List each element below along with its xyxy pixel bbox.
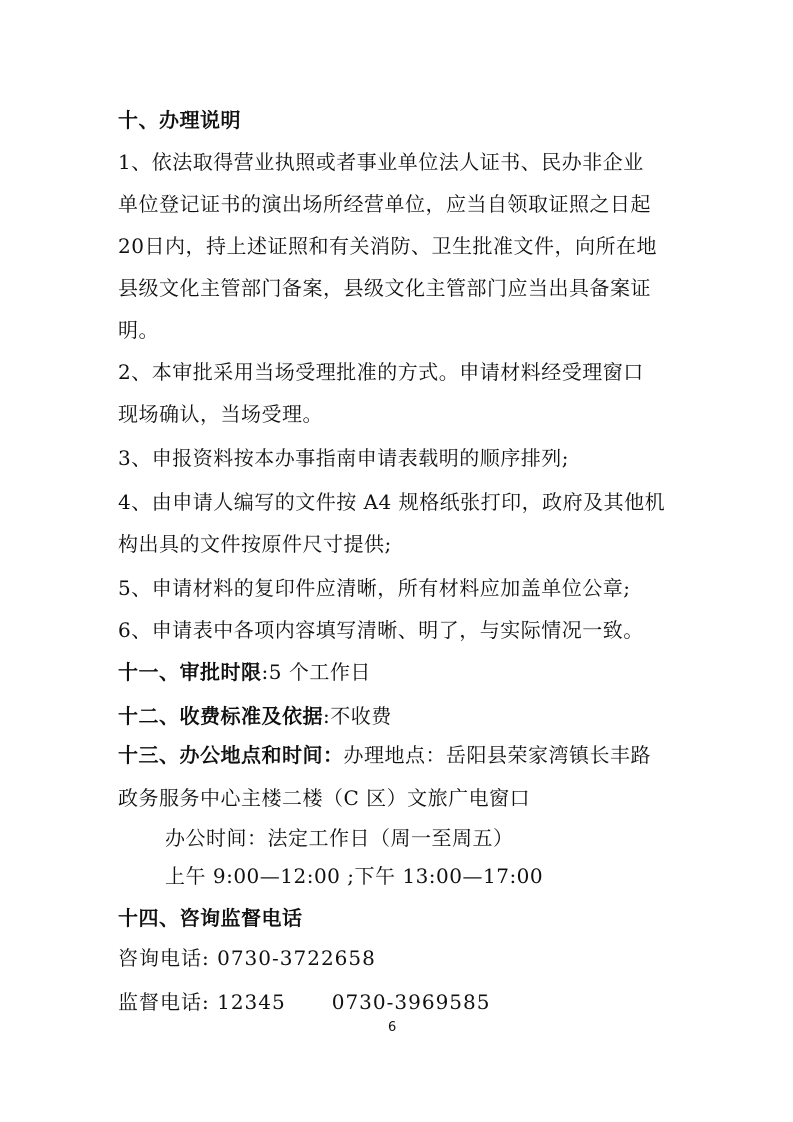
- paragraph-line: 20日内，持上述证照和有关消防、卫生批准文件，向所在地: [118, 234, 657, 258]
- section-11-heading: 十一、审批时限: [118, 660, 262, 684]
- paragraph-line: 单位登记证书的演出场所经营单位，应当自领取证照之日起: [118, 192, 651, 216]
- office-hours-detail: 上午 9:00—12:00 ;下午 13:00—17:00: [165, 864, 544, 888]
- supervise-phone: [118, 990, 490, 1014]
- section-11: [118, 660, 371, 684]
- consult-phone-label: 咨询电话:: [118, 946, 210, 970]
- paragraph-line: 2、本审批采用当场受理批准的方式。申请材料经受理窗口: [118, 360, 644, 384]
- page-number: 6: [388, 1020, 397, 1035]
- section-13-heading: 十三、办公地点和时间：: [118, 743, 344, 767]
- office-hours-label: 办公时间：法定工作日（周一至周五）: [165, 826, 514, 850]
- section-13-address: 办理地点：岳阳县荣家湾镇长丰路: [343, 743, 651, 767]
- paragraph-line: 5、申请材料的复印件应清晰，所有材料应加盖单位公章;: [118, 576, 631, 600]
- section-11-value: 5 个工作日: [268, 660, 371, 684]
- supervise-phone-number-2: 0730-3969585: [331, 990, 491, 1014]
- section-12-heading: 十二、收费标准及依据: [118, 704, 323, 728]
- paragraph-line: 构出具的文件按原件尺寸提供;: [118, 532, 392, 556]
- section-12-value: 不收费: [330, 704, 392, 728]
- paragraph-line: 现场确认，当场受理。: [118, 402, 323, 426]
- consult-phone: [118, 946, 376, 970]
- section-12-separator: :: [323, 704, 331, 728]
- paragraph-line: 4、由申请人编写的文件按 A4 规格纸张打印，政府及其他机: [118, 490, 666, 514]
- paragraph-line: 1、依法取得营业执照或者事业单位法人证书、民办非企业: [118, 150, 644, 174]
- supervise-phone-label: 监督电话:: [118, 990, 210, 1014]
- paragraph-line: 6、申请表中各项内容填写清晰、明了，与实际情况一致。: [118, 618, 644, 642]
- section-11-separator: :: [261, 660, 269, 684]
- section-10-heading: 十、办理说明: [118, 108, 241, 132]
- section-13-address-line2: 政务服务中心主楼二楼（C 区）文旅广电窗口: [118, 786, 531, 810]
- paragraph-line: 县级文化主管部门备案，县级文化主管部门应当出具备案证: [118, 276, 651, 300]
- supervise-phone-number-1: 12345: [217, 990, 286, 1014]
- paragraph-line: 3、申报资料按本办事指南申请表载明的顺序排列;: [118, 446, 569, 470]
- section-14-heading: 十四、咨询监督电话: [118, 906, 303, 930]
- paragraph-line: 明。: [118, 318, 159, 342]
- consult-phone-number: 0730-3722658: [217, 946, 376, 970]
- section-12: [118, 704, 392, 728]
